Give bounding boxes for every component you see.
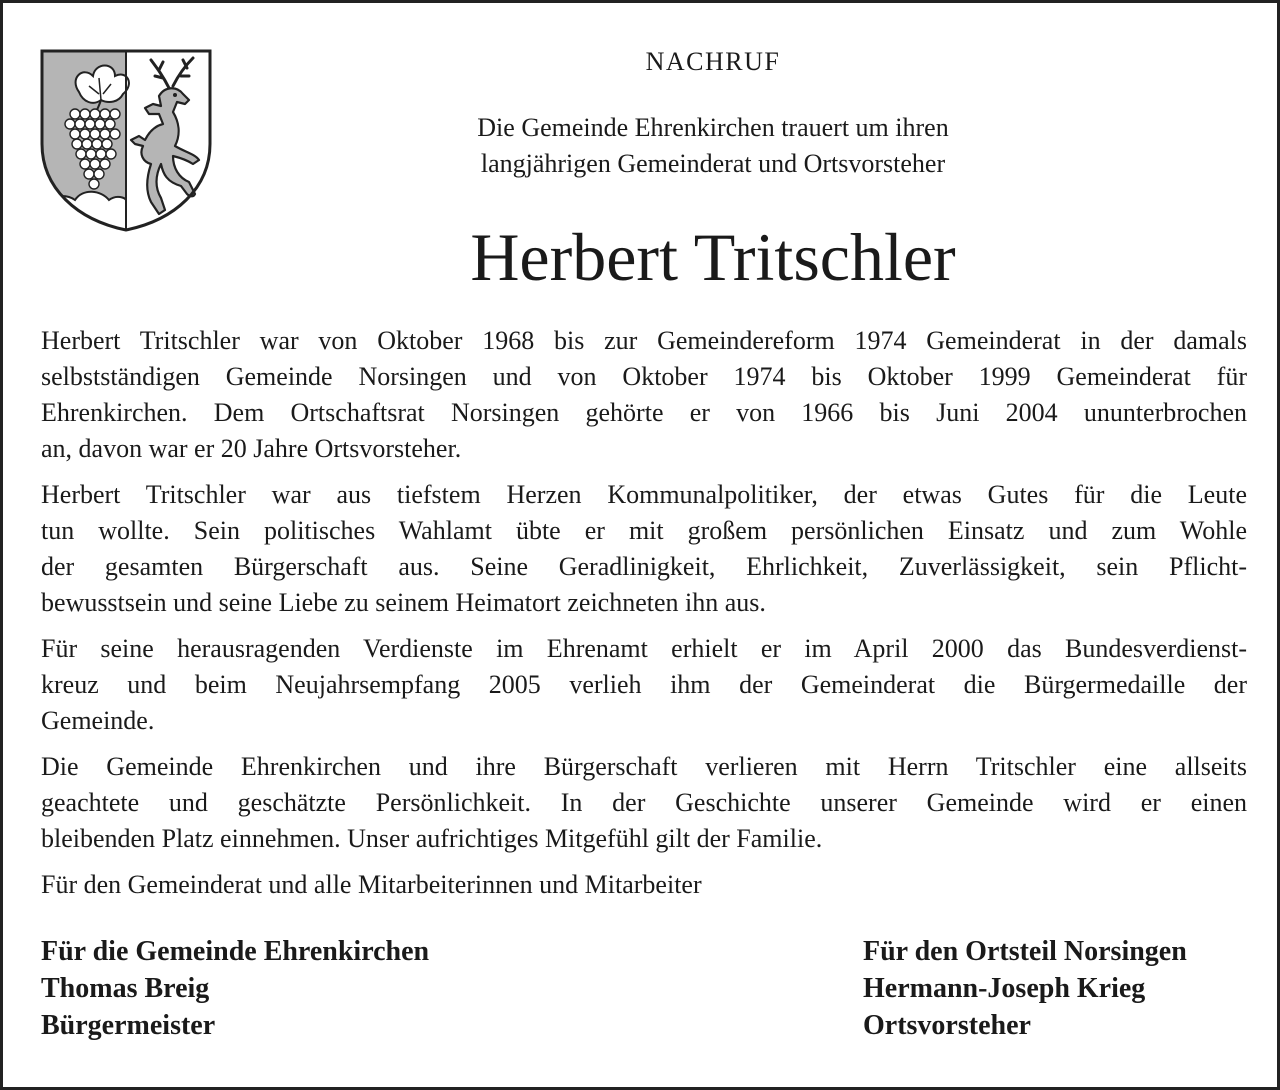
body-paragraph <box>41 749 1247 857</box>
body-paragraph <box>41 631 1247 739</box>
text-line: tun wollte. Sein politisches Wahlamt übte er mit großem persönlichen Einsatz und zum Wohle <box>41 516 1247 545</box>
text-line: Herbert Tritschler war von Oktober 1968 bis zur Gemeindereform 1974 Gemeinderat in der damals <box>41 326 1247 355</box>
signature-org: Für die Gemeinde Ehrenkirchen <box>41 936 430 967</box>
coat-of-arms-icon <box>39 48 213 232</box>
obituary-body <box>41 323 1247 903</box>
closing-line: Für den Gemeinderat und alle Mitarbeiterinnen und Mitarbeiter <box>41 870 702 899</box>
notice-kicker: NACHRUF <box>645 47 781 76</box>
signature-name: Hermann-Joseph Krieg <box>863 973 1146 1004</box>
signature-title: Ortsvorsteher <box>863 1010 1031 1041</box>
signature-right <box>863 933 1187 1044</box>
text-line: bewusstsein und seine Liebe zu seinem Heimatort zeichneten ihn aus. <box>41 588 766 617</box>
text-line: Die Gemeinde Ehrenkirchen und ihre Bürgerschaft verlieren mit Herrn Tritschler eine allseits <box>41 752 1247 781</box>
intro-line: Die Gemeinde Ehrenkirchen trauert um ihren <box>477 113 949 142</box>
intro-text <box>303 110 1123 182</box>
text-line: Herbert Tritschler war aus tiefstem Herzen Kommunalpolitiker, der etwas Gutes für die Leute <box>41 480 1247 509</box>
text-line: an, davon war er 20 Jahre Ortsvorsteher. <box>41 434 462 463</box>
signature-org: Für den Ortsteil Norsingen <box>863 936 1187 967</box>
text-line: bleibenden Platz einnehmen. Unser aufrichtiges Mitgefühl gilt der Familie. <box>41 824 823 853</box>
text-line: geachtete und geschätzte Persönlichkeit. In der Geschichte unserer Gemeinde wird er einen <box>41 788 1247 817</box>
body-paragraph <box>41 323 1247 467</box>
text-line: der gesamten Bürgerschaft aus. Seine Geradlinigkeit, Ehrlichkeit, Zuverlässigkeit, sein Pflicht- <box>41 552 1247 581</box>
deceased-name: Herbert Tritschler <box>470 219 956 295</box>
text-line: selbstständigen Gemeinde Norsingen und von Oktober 1974 bis Oktober 1999 Gemeinderat für <box>41 362 1247 391</box>
signature-title: Bürgermeister <box>41 1010 216 1041</box>
text-line: Für seine herausragenden Verdienste im Ehrenamt erhielt er im April 2000 das Bundesverdienst- <box>41 634 1247 663</box>
body-paragraph <box>41 477 1247 621</box>
text-line: Ehrenkirchen. Dem Ortschaftsrat Norsingen gehörte er von 1966 bis Juni 2004 ununterbrochen <box>41 398 1247 427</box>
intro-line: langjährigen Gemeinderat und Ortsvorsteher <box>480 149 946 178</box>
text-line: kreuz und beim Neujahrsempfang 2005 verlieh ihm der Gemeinderat die Bürgermedaille der <box>41 670 1247 699</box>
signature-left <box>41 933 429 1044</box>
text-line: Gemeinde. <box>41 706 155 735</box>
signature-name: Thomas Breig <box>41 973 210 1004</box>
